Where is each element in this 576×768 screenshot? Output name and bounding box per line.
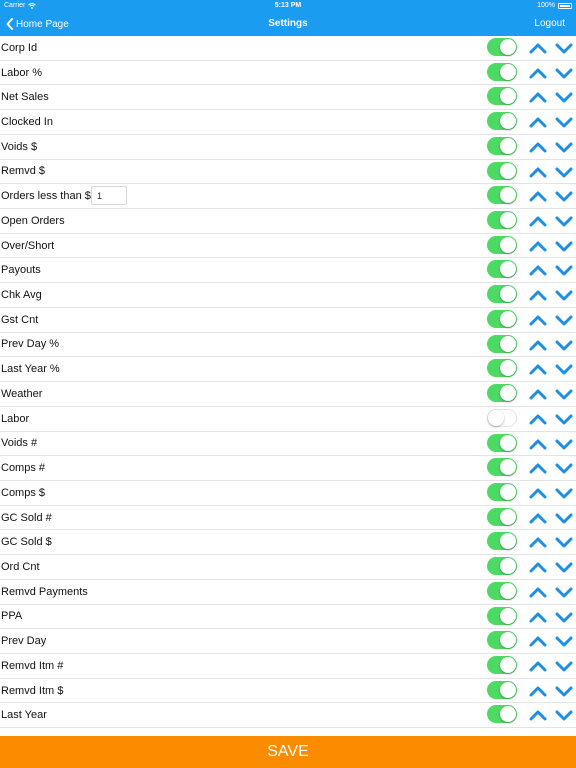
setting-row (0, 333, 576, 358)
setting-row (0, 703, 576, 728)
setting-toggle[interactable] (487, 483, 517, 501)
setting-toggle[interactable] (487, 582, 517, 600)
chevron-down-icon[interactable] (555, 287, 573, 303)
chevron-up-icon[interactable] (529, 534, 547, 550)
chevron-up-icon[interactable] (529, 436, 547, 452)
setting-row (0, 85, 576, 110)
setting-toggle[interactable] (487, 384, 517, 402)
toggle-knob (500, 385, 516, 401)
setting-label: Voids $ (1, 140, 38, 153)
setting-row (0, 110, 576, 135)
toggle-knob (500, 64, 516, 80)
chevron-up-icon[interactable] (529, 139, 547, 155)
page-title: Settings (268, 18, 308, 29)
setting-row (0, 629, 576, 654)
setting-toggle[interactable] (487, 434, 517, 452)
toggle-knob (500, 113, 516, 129)
toggle-knob (500, 39, 516, 55)
status-time: 5:13 PM (274, 2, 302, 9)
setting-label: Payouts (1, 264, 41, 277)
setting-label: Remvd Payments (1, 585, 88, 598)
toggle-knob (500, 187, 516, 203)
chevron-up-icon[interactable] (529, 188, 547, 204)
setting-toggle[interactable] (487, 186, 517, 204)
toggle-knob (500, 509, 516, 525)
chevron-up-icon[interactable] (529, 238, 547, 254)
chevron-up-icon[interactable] (529, 707, 547, 723)
setting-row (0, 555, 576, 580)
status-battery (537, 2, 572, 9)
setting-label: Ord Cnt (1, 560, 40, 573)
setting-label: Clocked In (1, 116, 53, 129)
toggle-knob (500, 533, 516, 549)
setting-toggle[interactable] (487, 705, 517, 723)
chevron-up-icon[interactable] (529, 89, 547, 105)
chevron-up-icon[interactable] (529, 164, 547, 180)
chevron-up-icon[interactable] (529, 312, 547, 328)
toggle-knob (500, 558, 516, 574)
setting-label: Last Year (1, 709, 47, 722)
setting-row (0, 382, 576, 407)
chevron-down-icon[interactable] (555, 65, 573, 81)
setting-label: Prev Day % (1, 338, 60, 351)
chevron-up-icon[interactable] (529, 386, 547, 402)
setting-label: Gst Cnt (1, 313, 39, 326)
nav-bar (0, 12, 576, 36)
toggle-knob (500, 311, 516, 327)
setting-toggle[interactable] (487, 557, 517, 575)
battery-icon (558, 3, 572, 9)
setting-row (0, 258, 576, 283)
chevron-up-icon[interactable] (529, 361, 547, 377)
setting-toggle[interactable] (487, 137, 517, 155)
setting-row (0, 209, 576, 234)
chevron-down-icon[interactable] (555, 89, 573, 105)
toggle-knob (500, 435, 516, 451)
chevron-down-icon[interactable] (555, 262, 573, 278)
setting-label: PPA (1, 610, 23, 623)
chevron-down-icon[interactable] (555, 510, 573, 526)
chevron-up-icon[interactable] (529, 411, 547, 427)
setting-label: Remvd Itm $ (1, 684, 64, 697)
chevron-down-icon[interactable] (555, 386, 573, 402)
setting-row (0, 506, 576, 531)
chevron-down-icon[interactable] (555, 337, 573, 353)
chevron-down-icon[interactable] (555, 436, 573, 452)
chevron-down-icon[interactable] (555, 584, 573, 600)
chevron-down-icon[interactable] (555, 658, 573, 674)
chevron-up-icon[interactable] (529, 584, 547, 600)
chevron-down-icon[interactable] (555, 361, 573, 377)
back-label: Home Page (16, 18, 69, 30)
setting-label: Net Sales (1, 91, 49, 104)
chevron-down-icon[interactable] (555, 164, 573, 180)
setting-row (0, 357, 576, 382)
setting-toggle[interactable] (487, 607, 517, 625)
chevron-down-icon[interactable] (555, 683, 573, 699)
setting-row (0, 36, 576, 61)
status-bar (0, 0, 576, 12)
setting-row (0, 160, 576, 185)
toggle-knob (500, 459, 516, 475)
carrier-label: Carrier (4, 2, 26, 9)
save-button[interactable]: SAVE (0, 736, 576, 768)
toggle-knob (500, 138, 516, 154)
toggle-knob (500, 484, 516, 500)
chevron-up-icon[interactable] (529, 460, 547, 476)
setting-label: Orders less than $ (1, 190, 91, 203)
toggle-knob (500, 657, 516, 673)
setting-toggle[interactable] (487, 260, 517, 278)
toggle-knob (500, 212, 516, 228)
chevron-up-icon[interactable] (529, 683, 547, 699)
setting-row (0, 456, 576, 481)
setting-label: Comps $ (1, 486, 46, 499)
setting-label: Over/Short (1, 239, 55, 252)
settings-list (0, 36, 576, 728)
setting-toggle[interactable] (487, 508, 517, 526)
setting-label: Prev Day (1, 635, 47, 648)
toggle-knob (500, 286, 516, 302)
chevron-down-icon[interactable] (555, 139, 573, 155)
setting-label: Remvd $ (1, 165, 46, 178)
chevron-down-icon[interactable] (555, 609, 573, 625)
setting-toggle[interactable] (487, 112, 517, 130)
setting-label: Labor (1, 412, 30, 425)
toggle-knob (500, 360, 516, 376)
chevron-up-icon[interactable] (529, 213, 547, 229)
chevron-up-icon[interactable] (529, 485, 547, 501)
setting-toggle[interactable] (487, 285, 517, 303)
chevron-down-icon[interactable] (555, 633, 573, 649)
chevron-down-icon[interactable] (555, 213, 573, 229)
setting-toggle[interactable] (487, 211, 517, 229)
chevron-down-icon[interactable] (555, 312, 573, 328)
setting-toggle[interactable] (487, 409, 517, 427)
chevron-up-icon[interactable] (529, 633, 547, 649)
setting-toggle[interactable] (487, 359, 517, 377)
chevron-down-icon[interactable] (555, 188, 573, 204)
chevron-down-icon[interactable] (555, 238, 573, 254)
toggle-knob (500, 706, 516, 722)
setting-toggle[interactable] (487, 162, 517, 180)
chevron-down-icon[interactable] (555, 114, 573, 130)
toggle-knob (500, 261, 516, 277)
setting-row (0, 481, 576, 506)
toggle-knob (500, 682, 516, 698)
chevron-up-icon[interactable] (529, 40, 547, 56)
setting-label: Last Year % (1, 363, 60, 376)
chevron-up-icon[interactable] (529, 658, 547, 674)
chevron-down-icon[interactable] (555, 40, 573, 56)
setting-label: Labor % (1, 66, 42, 79)
toggle-knob (500, 88, 516, 104)
setting-row (0, 679, 576, 704)
setting-label: Weather (1, 387, 43, 400)
toggle-knob (488, 410, 504, 426)
setting-toggle[interactable] (487, 38, 517, 56)
setting-toggle[interactable] (487, 631, 517, 649)
chevron-down-icon[interactable] (555, 559, 573, 575)
setting-toggle[interactable] (487, 458, 517, 476)
setting-row (0, 605, 576, 630)
setting-row (0, 234, 576, 259)
logout-button[interactable]: Logout (534, 18, 565, 29)
chevron-up-icon[interactable] (529, 262, 547, 278)
setting-toggle[interactable] (487, 63, 517, 81)
setting-row (0, 580, 576, 605)
toggle-knob (500, 336, 516, 352)
setting-label: Comps # (1, 462, 46, 475)
setting-toggle[interactable] (487, 681, 517, 699)
setting-toggle[interactable] (487, 532, 517, 550)
toggle-knob (500, 163, 516, 179)
threshold-input[interactable] (91, 186, 127, 205)
chevron-down-icon[interactable] (555, 485, 573, 501)
toggle-knob (500, 237, 516, 253)
setting-label: Corp Id (1, 41, 38, 54)
setting-label: GC Sold $ (1, 536, 52, 549)
chevron-up-icon[interactable] (529, 287, 547, 303)
setting-row (0, 184, 576, 209)
setting-label: Open Orders (1, 214, 65, 227)
chevron-up-icon[interactable] (529, 510, 547, 526)
setting-row (0, 530, 576, 555)
setting-toggle[interactable] (487, 236, 517, 254)
setting-row (0, 654, 576, 679)
chevron-up-icon[interactable] (529, 65, 547, 81)
chevron-down-icon[interactable] (555, 460, 573, 476)
setting-row (0, 135, 576, 160)
chevron-down-icon[interactable] (555, 707, 573, 723)
battery-percent: 100% (537, 2, 555, 9)
setting-label: Remvd Itm # (1, 659, 64, 672)
chevron-left-icon (6, 18, 13, 30)
setting-toggle[interactable] (487, 87, 517, 105)
chevron-up-icon[interactable] (529, 337, 547, 353)
back-button[interactable] (6, 12, 69, 36)
toggle-knob (500, 583, 516, 599)
toggle-knob (500, 632, 516, 648)
setting-row (0, 308, 576, 333)
setting-row (0, 432, 576, 457)
chevron-down-icon[interactable] (555, 411, 573, 427)
toggle-knob (500, 608, 516, 624)
setting-row (0, 61, 576, 86)
chevron-up-icon[interactable] (529, 559, 547, 575)
chevron-down-icon[interactable] (555, 534, 573, 550)
setting-row (0, 407, 576, 432)
setting-label: GC Sold # (1, 511, 52, 524)
setting-label: Chk Avg (1, 289, 42, 302)
chevron-up-icon[interactable] (529, 609, 547, 625)
setting-toggle[interactable] (487, 310, 517, 328)
setting-row (0, 283, 576, 308)
chevron-up-icon[interactable] (529, 114, 547, 130)
setting-toggle[interactable] (487, 656, 517, 674)
setting-label: Voids # (1, 437, 38, 450)
setting-toggle[interactable] (487, 335, 517, 353)
